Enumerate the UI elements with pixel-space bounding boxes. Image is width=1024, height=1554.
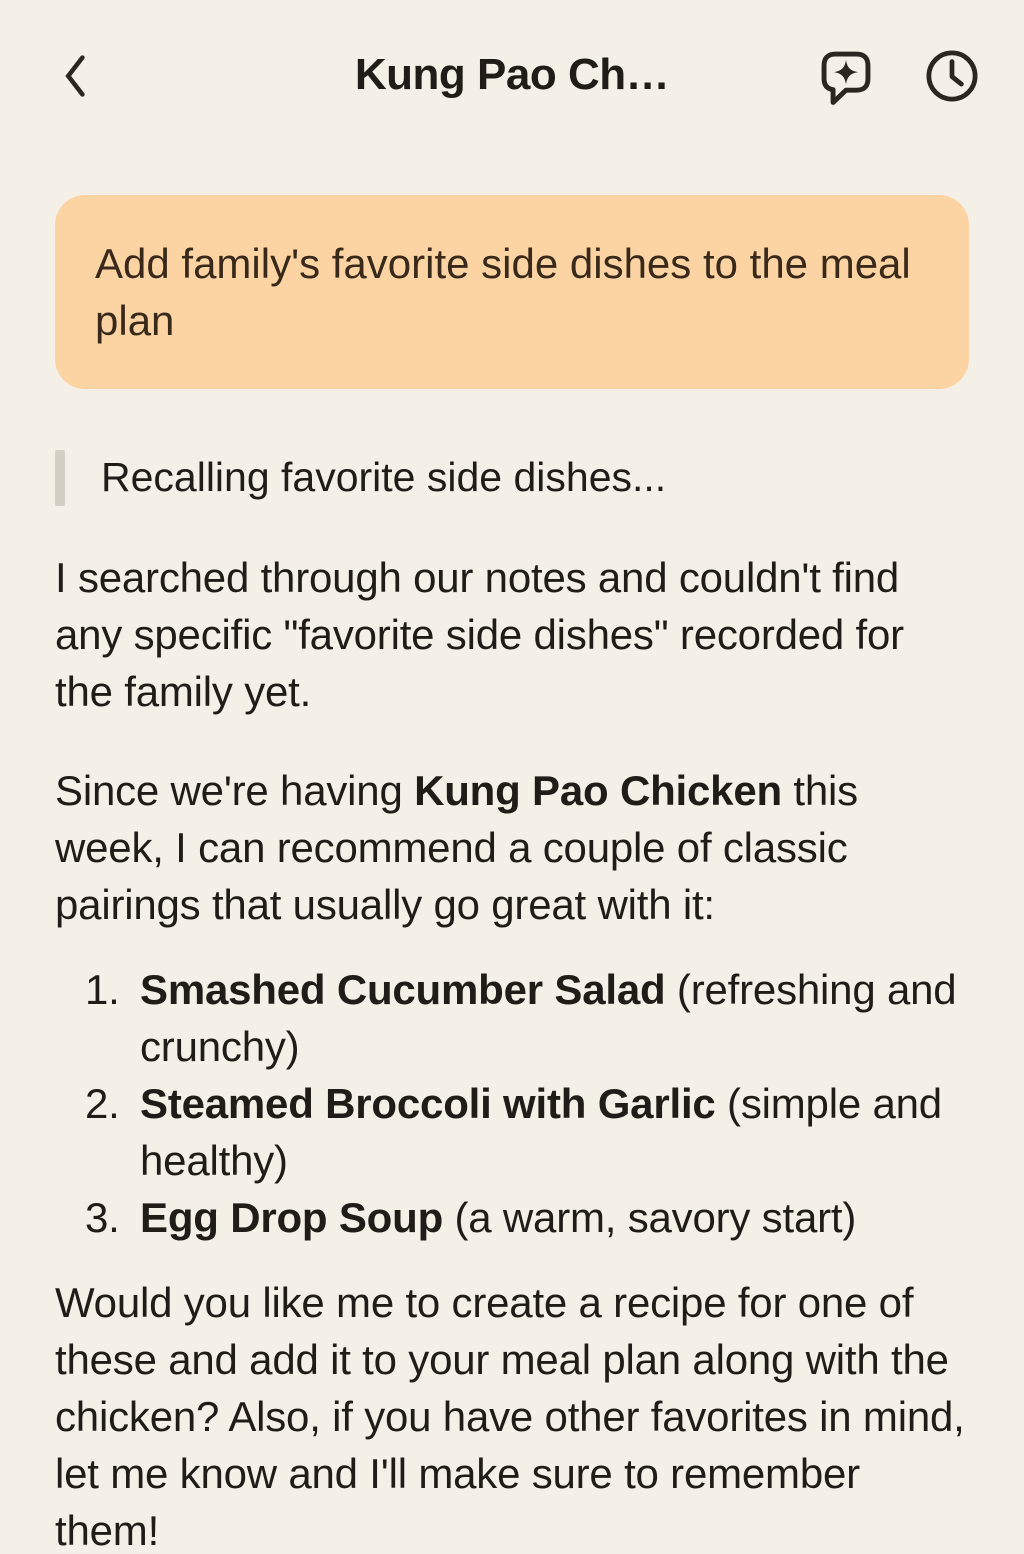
header-actions — [814, 44, 984, 110]
assistant-paragraph-recommendation — [55, 762, 969, 933]
list-item-text — [140, 1189, 969, 1246]
clock-history-icon — [922, 46, 982, 109]
paragraph2-prefix: Since we're having — [55, 767, 415, 814]
list-item-number: 3. — [85, 1194, 120, 1241]
dish-description: (refreshing and crunchy) — [140, 966, 957, 1070]
list-item — [85, 1189, 969, 1246]
list-item-number: 1. — [85, 966, 120, 1013]
dish-name: Egg Drop Soup — [140, 1194, 444, 1241]
chat-scroll-area — [0, 195, 1024, 1554]
paragraph2-suffix: this week, I can recommend a couple of classic pairings that usually go great with it: — [55, 767, 858, 928]
list-item-number: 2. — [85, 1080, 120, 1127]
assistant-paragraph-search-result: I searched through our notes and couldn't find any specific "favorite side dishes" recorded for the family yet. — [55, 554, 904, 715]
user-message-bubble — [55, 195, 969, 389]
list-item-text — [140, 961, 969, 1075]
thinking-status-text: Recalling favorite side dishes... — [101, 454, 667, 500]
chat-header — [0, 0, 1024, 130]
list-item-text — [140, 1075, 969, 1189]
dish-name: Steamed Broccoli with Garlic — [140, 1080, 716, 1127]
side-dish-list — [55, 961, 969, 1246]
list-item — [85, 961, 969, 1075]
dish-name-highlight: Kung Pao Chicken — [414, 767, 782, 814]
new-chat-button[interactable] — [814, 44, 878, 110]
list-item — [85, 1075, 969, 1189]
user-message-text: Add family's favorite side dishes to the meal plan — [95, 240, 911, 344]
dish-name: Smashed Cucumber Salad — [140, 966, 666, 1013]
history-button[interactable] — [920, 44, 984, 110]
thinking-indicator-bar — [55, 450, 65, 506]
dish-description: (a warm, savory start) — [443, 1194, 857, 1241]
page-title: Kung Pao Ch… — [354, 50, 670, 99]
thinking-status[interactable] — [55, 449, 969, 506]
assistant-paragraph-followup: Would you like me to create a recipe for one of these and add it to your meal plan along with the chicken? Also, if you have other favorites in mind, let me know and I'll make sure to remember them! — [55, 1279, 965, 1554]
new-chat-sparkle-icon — [815, 45, 877, 110]
dish-description: (simple and healthy) — [140, 1080, 942, 1184]
